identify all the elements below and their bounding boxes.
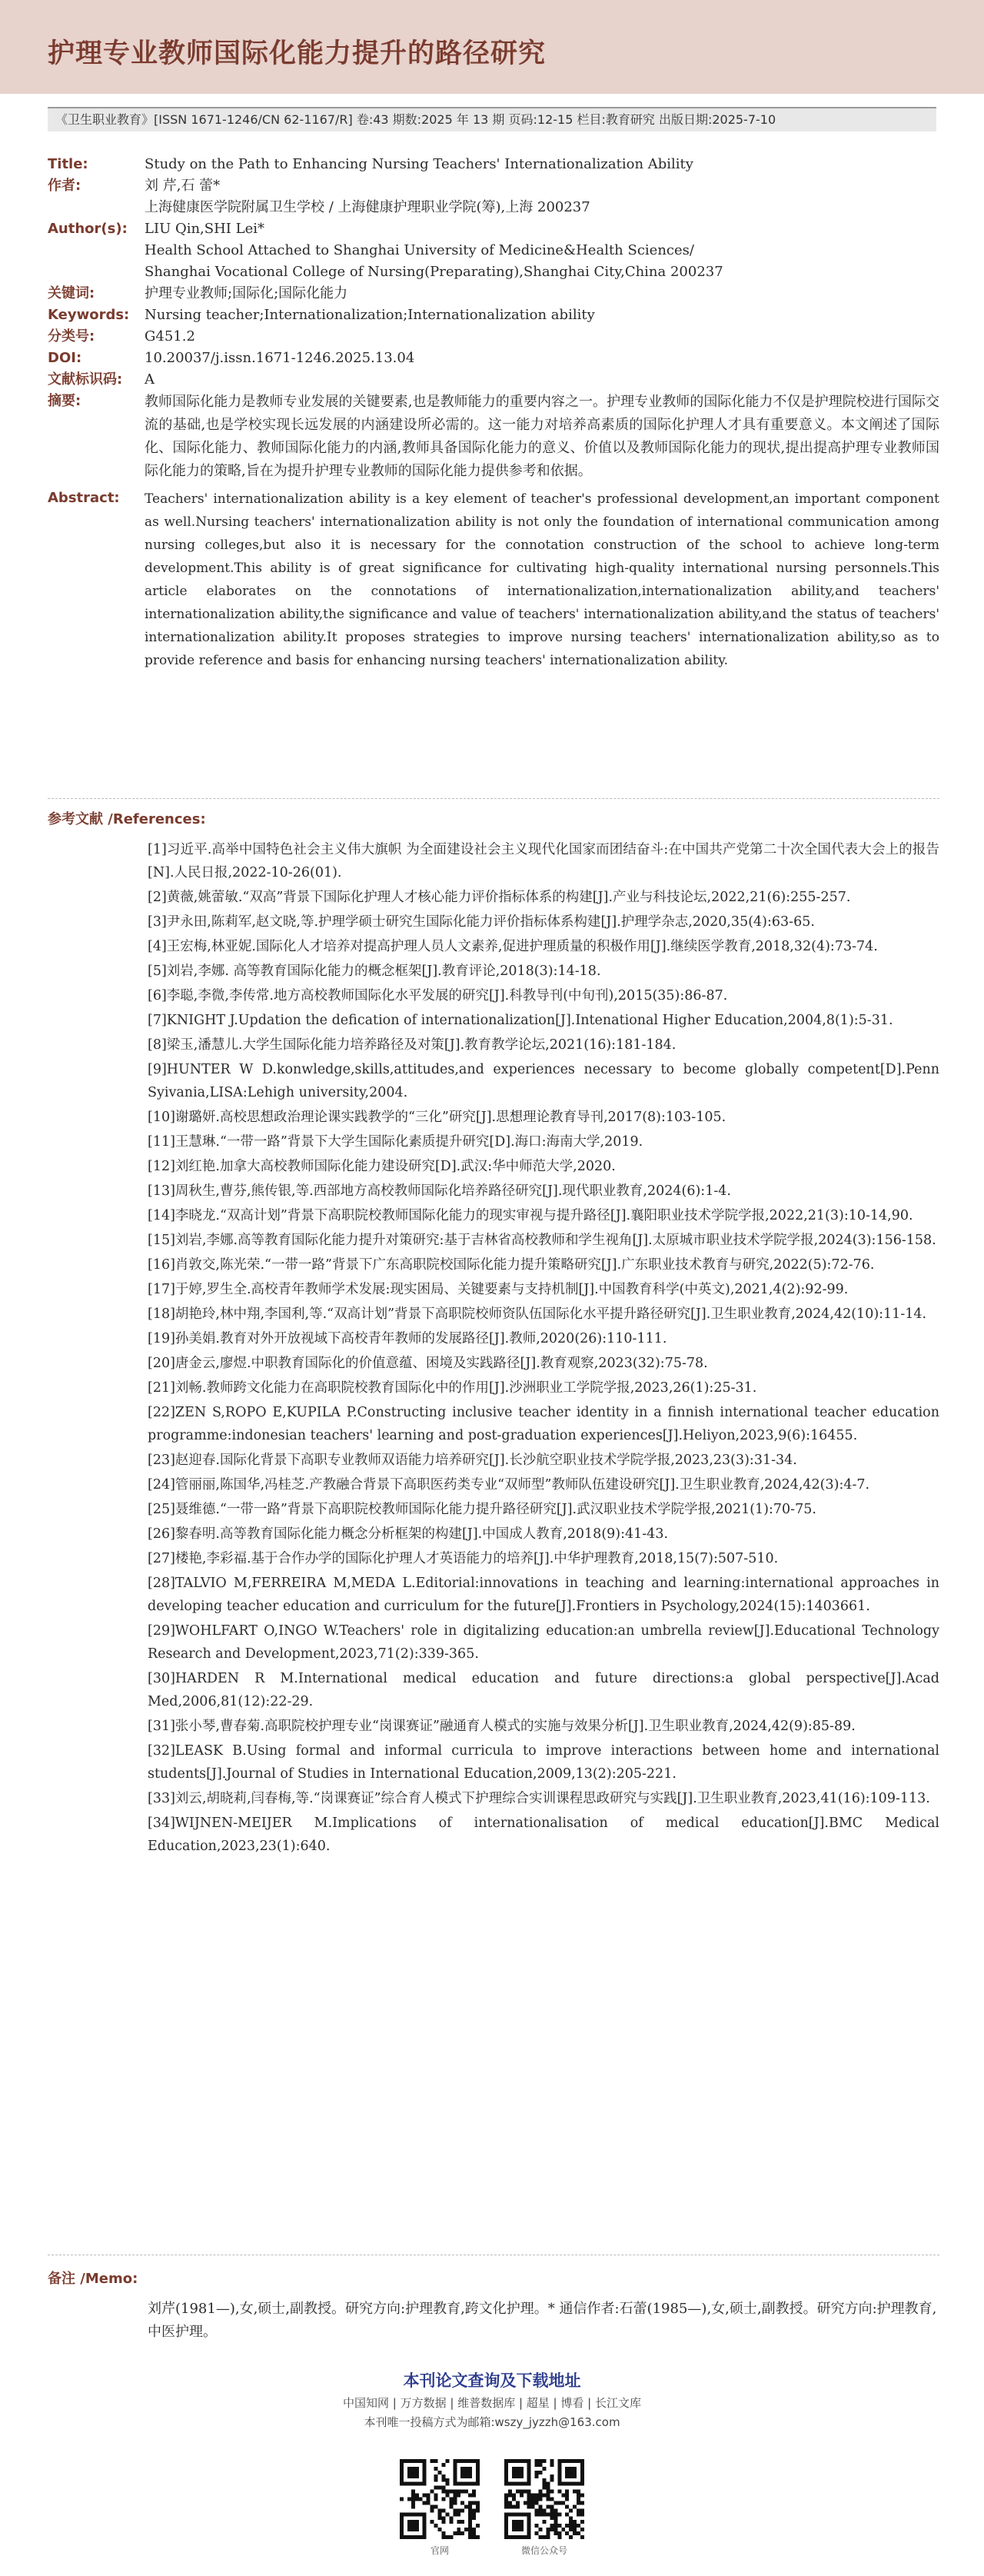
reference-item: [6]李聪,李微,李传常.地方高校教师国际化水平发展的研究[J].科教导刊(中旬刊),2015(35):86-87. xyxy=(148,988,728,1003)
references-heading: 参考文献 /References: xyxy=(48,811,206,827)
reference-item: [20]唐金云,廖煜.中职教育国际化的价值意蕴、困境及实践路径[J].教育观察,2023(32):75-78. xyxy=(148,1356,708,1371)
keywords-en-row xyxy=(48,305,939,326)
reference-item: [3]尹永田,陈莉军,赵文晓,等.护理学硕士研究生国际化能力评价指标体系构建[J].护理学杂志,2020,35(4):63-65. xyxy=(148,914,815,930)
title-en-label: Title: xyxy=(48,156,88,172)
memo-text: 刘芹(1981—),女,硕士,副教授。研究方向:护理教育,跨文化护理。* 通信作者:石蕾(1985—),女,硕士,副教授。研究方向:护理教育,中医护理。 xyxy=(148,2301,937,2340)
abstract-cn-label: 摘要: xyxy=(48,393,81,409)
reference-item: [7]KNIGHT J.Updation the defication of internationalization[J].Intenational Higher Education,2004,8(1):5-31. xyxy=(148,1013,893,1028)
author-en-row xyxy=(48,218,939,283)
reference-item: [19]孙美娟.教育对外开放视域下高校青年教师的发展路径[J].教师,2020(26):110-111. xyxy=(148,1331,667,1346)
reference-item: [34]WIJNEN-MEIJER M.Implications of internationalisation of medical education[J].BMC Medical Education,2023,23(1):640. xyxy=(148,1816,939,1854)
author-en-names: LIU Qin,SHI Lei* xyxy=(145,221,265,237)
reference-item: [1]习近平.高举中国特色社会主义伟大旗帜 为全面建设社会主义现代化国家而团结奋斗:在中国共产党第二十次全国代表大会上的报告[N].人民日报,2022-10-26(01). xyxy=(148,842,939,880)
reference-item: [23]赵迎春.国际化背景下高职专业教师双语能力培养研究[J].长沙航空职业技术学院学报,2023,23(3):31-34. xyxy=(148,1453,797,1468)
reference-item: [4]王宏梅,林亚妮.国际化人才培养对提高护理人员人文素养,促进护理质量的积极作用[J].继续医学教育,2018,32(4):73-74. xyxy=(148,939,878,954)
footer-databases: 中国知网 | 万方数据 | 维普数据库 | 超星 | 博看 | 长江文库 xyxy=(343,2396,641,2410)
reference-item: [15]刘岩,李娜.高等教育国际化能力提升对策研究:基于吉林省高校教师和学生视角[J].太原城市职业技术学院学报,2024(3):156-158. xyxy=(148,1233,936,1248)
keywords-en-value: Nursing teacher;Internationalization;Internationalization ability xyxy=(145,307,595,323)
reference-item: [18]胡艳玲,林中翔,李国利,等.“双高计划”背景下高职院校师资队伍国际化水平提升路径研究[J].卫生职业教育,2024,42(10):11-14. xyxy=(148,1306,927,1322)
classification-row xyxy=(48,326,939,348)
abstract-en-value xyxy=(145,488,939,672)
abstract-en-text: Teachers' internationalization ability is a key element of teacher's professional development,an important component as well.Nursing teachers' internationalization ability is not only the foundation of international communication among nursing colleges,but also it is necessary for the connotation construction of the school to achieve long-term development.This ability is of great significance for cultivating high-quality international nursing personnels.This article elaborates on the connotations of internationalization,internationalization ability,and teachers' internationalization ability,the significance and value of teachers' internationalization ability,and the status of teachers' internationalization ability.It proposes strategies to improve nursing teachers' internationalization ability,so as to provide reference and basis for enhancing nursing teachers' internationalization ability. xyxy=(145,491,939,668)
reference-item: [16]肖敦交,陈光荣.“一带一路”背景下广东高职院校国际化能力提升策略研究[J].广东职业技术教育与研究,2022(5):72-76. xyxy=(148,1257,875,1273)
reference-item: [5]刘岩,李娜. 高等教育国际化能力的概念框架[J].教育评论,2018(3):14-18. xyxy=(148,964,601,979)
reference-item: [22]ZEN S,ROPO E,KUPILA P.Constructing inclusive teacher identity in a finnish international teacher education programme:indonesian teachers' learning and post-graduation experiences[J].Heliyon,2023,9(6):16455. xyxy=(148,1405,939,1443)
abstract-cn-row xyxy=(48,391,939,483)
author-en-affiliation-1: Health School Attached to Shanghai University of Medicine&Health Sciences/ xyxy=(145,242,694,258)
citation-text: 《卫生职业教育》[ISSN 1671-1246/CN 62-1167/R] 卷:43 期数:2025 年 13 期 页码:12-15 栏目:教育研究 出版日期:2025-7-10 xyxy=(55,112,776,127)
abstract-cn-value xyxy=(145,391,939,483)
author-en-label: Author(s): xyxy=(48,221,128,237)
reference-item: [12]刘红艳.加拿大高校教师国际化能力建设研究[D].武汉:华中师范大学,2020. xyxy=(148,1159,616,1174)
abstract-en-label: Abstract: xyxy=(48,490,120,506)
reference-item: [14]李晓龙.“双高计划”背景下高职院校教师国际化能力的现实审视与提升路径[J].襄阳职业技术学院学报,2022,21(3):10-14,90. xyxy=(148,1208,913,1223)
doc-code-row xyxy=(48,369,939,391)
doc-code-label: 文献标识码: xyxy=(48,371,123,388)
wechat-qr-caption: 微信公众号 xyxy=(520,2545,567,2556)
reference-item: [31]张小琴,曹春菊.高职院校护理专业“岗课赛证”融通育人模式的实施与效果分析[J].卫生职业教育,2024,42(9):85-89. xyxy=(148,1719,856,1734)
wechat-qr-code[interactable] xyxy=(504,2459,584,2556)
divider-references xyxy=(48,798,939,799)
reference-item: [26]黎春明.高等教育国际化能力概念分析框架的构建[J].中国成人教育,2018(9):41-43. xyxy=(148,1526,669,1542)
keywords-cn-value: 护理专业教师;国际化;国际化能力 xyxy=(145,285,348,301)
doi-value: 10.20037/j.issn.1671-1246.2025.13.04 xyxy=(145,350,415,366)
title-en-value xyxy=(145,154,939,175)
references-section xyxy=(48,807,939,1859)
footer-title: 本刊论文查询及下载地址 xyxy=(403,2371,581,2390)
classification-value: G451.2 xyxy=(145,328,195,344)
author-en-value xyxy=(145,218,939,283)
author-cn-value xyxy=(145,175,939,218)
reference-item: [33]刘云,胡晓莉,闫春梅,等.“岗课赛证”综合育人模式下护理综合实训课程思政研究与实践[J].卫生职业教育,2023,41(16):109-113. xyxy=(148,1791,930,1806)
doi-label: DOI: xyxy=(48,350,82,366)
reference-item: [30]HARDEN R M.International medical education and future directions:a global perspective[J].Acad Med,2006,81(12):22-29. xyxy=(148,1671,939,1709)
abstract-cn-text: 教师国际化能力是教师专业发展的关键要素,也是教师能力的重要内容之一。护理专业教师的国际化能力不仅是护理院校进行国际交流的基础,也是学校实现长远发展的内涵建设所必需的。这一能力对培养高素质的国际化护理人才具有重要意义。本文阐述了国际化、国际化能力、教师国际化能力的内涵,教师具备国际化能力的意义、价值以及教师国际化能力的现状,提出提高护理专业教师国际化能力的策略,旨在为提升护理专业教师的国际化能力提供参考和依据。 xyxy=(145,394,939,479)
doc-code-value: A xyxy=(145,371,155,388)
footer-email: 本刊唯一投稿方式为邮箱:wszy_jyzzh@163.com xyxy=(364,2415,620,2429)
references-list xyxy=(148,838,939,1858)
title-band xyxy=(0,0,984,94)
reference-item: [27]楼艳,李彩福.基于合作办学的国际化护理人才英语能力的培养[J].中华护理教育,2018,15(7):507-510. xyxy=(148,1551,779,1566)
reference-item: [24]管丽丽,陈国华,冯桂芝.产教融合背景下高职医药类专业“双师型”教师队伍建设研究[J].卫生职业教育,2024,42(3):4-7. xyxy=(148,1477,870,1493)
reference-item: [10]谢璐妍.高校思想政治理论课实践教学的“三化”研究[J].思想理论教育导刊,2017(8):103-105. xyxy=(148,1110,726,1125)
reference-item: [2]黄薇,姚蕾敏.“双高”背景下国际化护理人才核心能力评价指标体系的构建[J].产业与科技论坛,2022,21(6):255-257. xyxy=(148,890,851,905)
author-cn-row xyxy=(48,175,939,218)
classification-label: 分类号: xyxy=(48,328,95,344)
article-metadata xyxy=(48,154,939,672)
author-en-affiliation-2: Shanghai Vocational College of Nursing(Preparating),Shanghai City,China 200237 xyxy=(145,264,723,280)
title-en-row xyxy=(48,154,939,175)
title-en-text: Study on the Path to Enhancing Nursing Teachers' Internationalization Ability xyxy=(145,156,693,172)
qr-codes xyxy=(400,2459,584,2574)
citation-bar xyxy=(48,107,936,131)
reference-item: [11]王慧琳.“一带一路”背景下大学生国际化素质提升研究[D].海口:海南大学,2019. xyxy=(148,1134,643,1150)
reference-item: [29]WOHLFART O,INGO W.Teachers' role in digitalizing education:an umbrella review[J].Educational Technology Research and Development,2023,71(2):339-365. xyxy=(148,1623,939,1662)
memo-section xyxy=(48,2267,939,2344)
doi-row xyxy=(48,348,939,369)
author-cn-label: 作者: xyxy=(48,178,81,194)
journal-footer xyxy=(0,2368,984,2556)
reference-item: [21]刘畅.教师跨文化能力在高职院校教育国际化中的作用[J].沙洲职业工学院学报,2023,26(1):25-31. xyxy=(148,1380,757,1396)
reference-item: [13]周秋生,曹芬,熊传银,等.西部地方高校教师国际化培养路径研究[J].现代职业教育,2024(6):1-4. xyxy=(148,1183,731,1199)
author-cn-affiliation: 上海健康医学院附属卫生学校 / 上海健康护理职业学院(筹),上海 200237 xyxy=(145,199,590,215)
reference-item: [9]HUNTER W D.konwledge,skills,attitudes,and experiences necessary to become globally competent[D].Penn Syivania,LISA:Lehigh university,2004. xyxy=(148,1062,939,1100)
memo-heading: 备注 /Memo: xyxy=(48,2271,138,2287)
keywords-cn-label: 关键词: xyxy=(48,285,95,301)
abstract-en-row xyxy=(48,488,939,672)
website-qr-code[interactable] xyxy=(400,2459,480,2556)
reference-item: [25]聂维德.“一带一路”背景下高职院校教师国际化能力提升路径研究[J].武汉职业技术学院学报,2021(1):70-75. xyxy=(148,1502,816,1517)
author-cn-names: 刘 芹,石 蕾* xyxy=(145,178,221,194)
reference-item: [8]梁玉,潘慧儿.大学生国际化能力培养路径及对策[J].教育教学论坛,2021(16):181-184. xyxy=(148,1037,676,1053)
reference-item: [28]TALVIO M,FERREIRA M,MEDA L.Editorial:innovations in teaching and learning:international approaches in developing teacher education and curriculum for the future[J].Frontiers in Psychology,2024(15):1403661. xyxy=(148,1576,939,1614)
reference-item: [32]LEASK B.Using formal and informal curricula to improve interactions between home and international students[J].Journal of Studies in International Education,2009,13(2):205-221. xyxy=(148,1743,939,1782)
website-qr-caption: 官网 xyxy=(430,2545,449,2556)
reference-item: [17]于婷,罗生全.高校青年教师学术发展:现实困局、关键要素与支持机制[J].中国教育科学(中英文),2021,4(2):92-99. xyxy=(148,1282,849,1297)
keywords-en-label: Keywords: xyxy=(48,307,130,323)
article-title: 护理专业教师国际化能力提升的路径研究 xyxy=(48,38,547,69)
keywords-cn-row xyxy=(48,283,939,305)
